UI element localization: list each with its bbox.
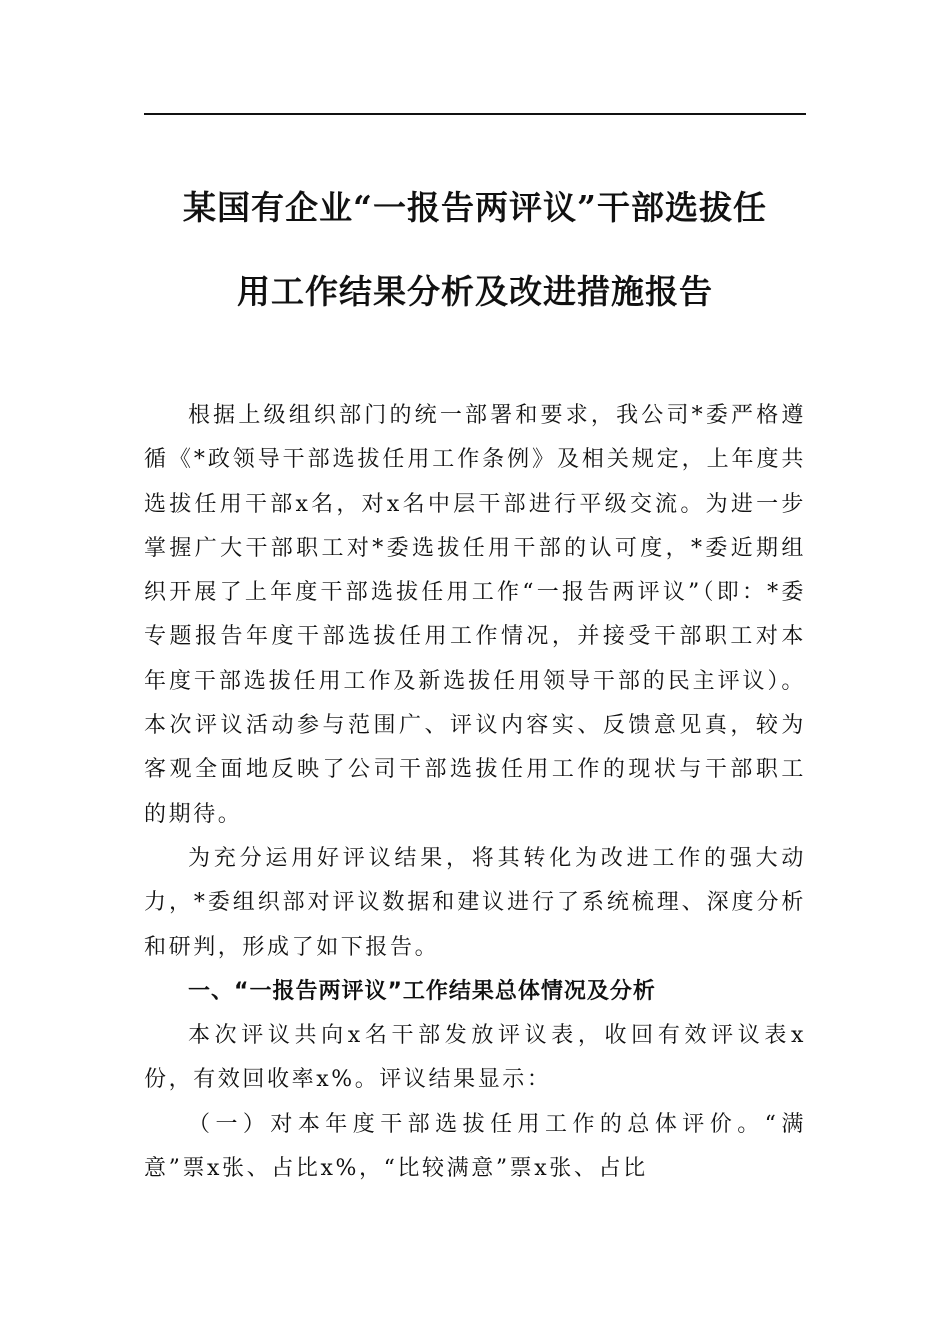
intro-paragraph: 根据上级组织部门的统一部署和要求，我公司*委严格遵循《*政领导干部选拔任用工作条例》及相关规定，上年度共选拔任用干部x名，对x名中层干部进行平级交流。为进一步掌握广大干部职工对*委选拔任用干部的认可度，*委近期组织开展了上年度干部选拔任用工作“一报告两评议”（即：*委专题报告年度干部选拔任用工作情况，并接受干部职工对本年度干部选拔任用工作及新选拔任用领导干部的民主评议）。本次评议活动参与范围广、评议内容实、反馈意见真，较为客观全面地反映了公司干部选拔任用工作的现状与干部职工的期待。 — [144, 403, 806, 827]
title-line-1: 某国有企业“一报告两评议”干部选拔任 — [183, 188, 767, 227]
document-body — [144, 394, 806, 1191]
section-1-heading: 一、“一报告两评议”工作结果总体情况及分析 — [188, 978, 656, 1004]
section-1-paragraph: 本次评议共向x名干部发放评议表，收回有效评议表x份，有效回收率x%。评议结果显示： — [144, 1023, 806, 1093]
header-rule — [144, 113, 806, 115]
title-line-2: 用工作结果分析及改进措施报告 — [237, 272, 713, 311]
document-title — [144, 166, 806, 334]
subsection-1-paragraph: （一）对本年度干部选拔任用工作的总体评价。“满意”票x张、占比x%，“比较满意”票x张、占比 — [144, 1111, 806, 1182]
purpose-paragraph: 为充分运用好评议结果，将其转化为改进工作的强大动力，*委组织部对评议数据和建议进行了系统梳理、深度分析和研判，形成了如下报告。 — [144, 845, 806, 960]
